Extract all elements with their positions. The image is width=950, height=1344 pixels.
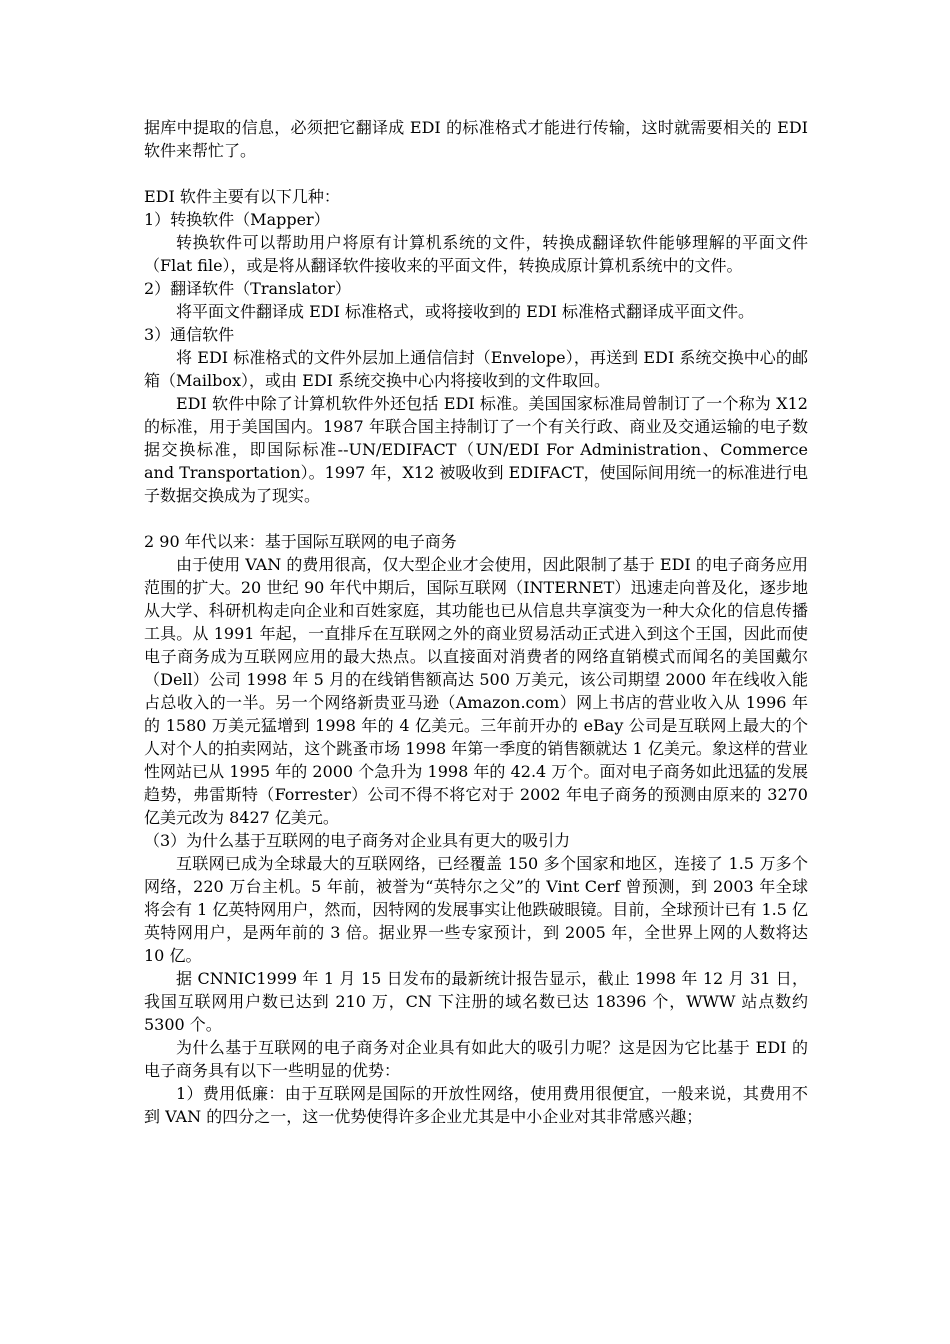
paragraph-communication-desc: 将 EDI 标准格式的文件外层加上通信信封（Envelope），再送到 EDI 系统交换中心的邮箱（Mailbox），或由 EDI 系统交换中心内将接收到的文件取回。 (144, 348, 808, 390)
heading-translator: 2）翻译软件（Translator） (144, 279, 351, 298)
blank-line (144, 162, 808, 185)
heading-communication: 3）通信软件 (144, 325, 235, 344)
heading-mapper: 1）转换软件（Mapper） (144, 210, 330, 229)
paragraph-advantages-intro: 为什么基于互联网的电子商务对企业具有如此大的吸引力呢？这是因为它比基于 EDI 的电子商务具有以下一些明显的优势： (144, 1038, 808, 1080)
heading-why-internet: （3）为什么基于互联网的电子商务对企业具有更大的吸引力 (144, 831, 571, 850)
paragraph-low-cost: 1）费用低廉：由于互联网是国际的开放性网络，使用费用很便宜，一般来说，其费用不到 VAN 的四分之一，这一优势使得许多企业尤其是中小企业对其非常感兴趣； (144, 1084, 808, 1126)
paragraph-edi-translation-intro: 据库中提取的信息，必须把它翻译成 EDI 的标准格式才能进行传输，这时就需要相关的 EDI 软件来帮忙了。 (144, 118, 808, 160)
paragraph-internet-growth: 由于使用 VAN 的费用很高，仅大型企业才会使用，因此限制了基于 EDI 的电子商务应用范围的扩大。20 世纪 90 年代中期后，国际互联网（INTERNET）迅速走向普及化，逐步地从大学、科研机构走向企业和百姓家庭，其功能也已从信息共享演变为一种大众化的信息传播工具。从 1991 年起，一直排斥在互联网之外的商业贸易活动正式进入到这个王国，因此而使电子商务成为互联网应用的最大热点。以直接面对消费者的网络直销模式而闻名的美国戴尔（Dell）公司 1998 年 5 月的在线销售额高达 500 万美元，该公司期望 2000 年在线收入能占总收入的一半。另一个网络新贵亚马逊（Amazon.com）网上书店的营业收入从 1996 年的 1580 万美元猛增到 1998 年的 4 亿美元。三年前开办的 eBay 公司是互联网上最大的个人对个人的拍卖网站，这个跳蚤市场 1998 年第一季度的销售额就达 1 亿美元。象这样的营业性网站已从 1995 年的 2000 个急升为 1998 年的 42.4 万个。面对电子商务如此迅猛的发展趋势，弗雷斯特（Forrester）公司不得不将它对于 2002 年电子商务的预测由原来的 3270 亿美元改为 8427 亿美元。 (144, 555, 808, 827)
paragraph-edi-software-types: EDI 软件主要有以下几种： (144, 187, 340, 206)
heading-internet-ecommerce: 2 90 年代以来：基于国际互联网的电子商务 (144, 532, 457, 551)
paragraph-cnnic-stats: 据 CNNIC1999 年 1 月 15 日发布的最新统计报告显示，截止 1998 年 12 月 31 日，我国互联网用户数已达到 210 万，CN 下注册的域名数已达 18396 个，WWW 站点数约 5300 个。 (144, 969, 808, 1034)
paragraph-translator-desc: 将平面文件翻译成 EDI 标准格式，或将接收到的 EDI 标准格式翻译成平面文件。 (176, 302, 755, 321)
paragraph-global-internet: 互联网已成为全球最大的互联网络，已经覆盖 150 多个国家和地区，连接了 1.5 万多个网络，220 万台主机。5 年前，被誉为“英特尔之父”的 Vint Cerf 曾预测，到 2003 年全球将会有 1 亿英特网用户，然而，因特网的发展事实让他跌破眼镜。目前，全球预计已有 1.5 亿英特网用户，是两年前的 3 倍。据业界一些专家预计，到 2005 年，全世界上网的人数将达 10 亿。 (144, 854, 808, 965)
document-page (144, 116, 808, 1128)
paragraph-mapper-desc: 转换软件可以帮助用户将原有计算机系统的文件，转换成翻译软件能够理解的平面文件（Flat file），或是将从翻译软件接收来的平面文件，转换成原计算机系统中的文件。 (144, 233, 808, 275)
blank-line (144, 507, 808, 530)
paragraph-edi-standards: EDI 软件中除了计算机软件外还包括 EDI 标准。美国国家标准局曾制订了一个称为 X12 的标准，用于美国国内。1987 年联合国主持制订了一个有关行政、商业及交通运输的电子数据交换标准，即国际标准--UN/EDIFACT（UN/EDI For Administration、Commerce and Transportation）。1997 年，X12 被吸收到 EDIFACT，使国际间用统一的标准进行电子数据交换成为了现实。 (144, 394, 808, 505)
